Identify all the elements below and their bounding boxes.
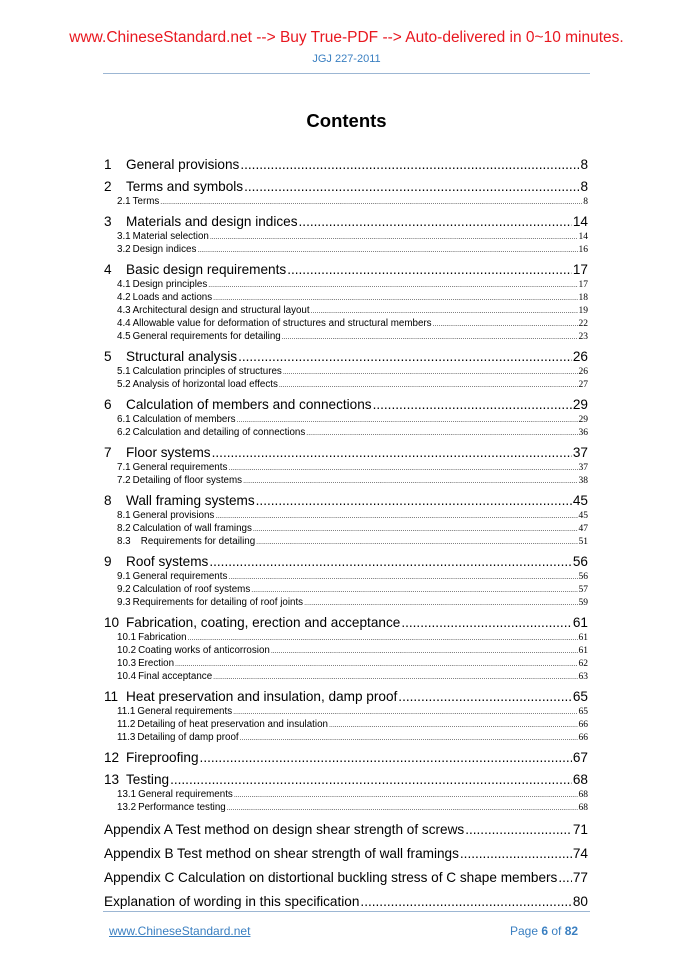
toc-entry-label xyxy=(117,196,159,208)
toc-entry-number: 5 xyxy=(104,349,112,364)
dot-leader xyxy=(299,214,572,230)
toc-entry-title: Roof systems xyxy=(126,554,209,569)
toc-appendix-entry[interactable] xyxy=(104,839,588,862)
total-pages: 82 xyxy=(564,924,579,938)
toc-page-number: 56 xyxy=(572,554,588,569)
toc-entry-number: 3 xyxy=(104,214,112,229)
toc-entry-label xyxy=(104,615,400,631)
dot-leader xyxy=(558,870,572,886)
toc-entry-label xyxy=(117,571,227,583)
toc-page-number: 66 xyxy=(578,720,588,730)
toc-entry-number: 4.4 xyxy=(117,318,131,329)
toc-entry[interactable] xyxy=(104,175,588,195)
toc-page-number: 68 xyxy=(578,803,588,813)
toc-entry-title: Terms xyxy=(132,196,160,207)
toc-entry-number: 4.5 xyxy=(117,331,131,342)
toc-subentry[interactable] xyxy=(104,657,588,670)
toc-page-number: 57 xyxy=(578,585,588,595)
toc-entry-number: 9.2 xyxy=(117,584,131,595)
toc-entry-number: 11 xyxy=(104,689,119,704)
toc-subentry[interactable] xyxy=(104,426,588,439)
toc-entry-title: Appendix B Test method on shear strength of wall framings xyxy=(104,846,459,861)
toc-entry-number: 11.3 xyxy=(117,732,136,743)
toc-appendix-entry[interactable] xyxy=(104,815,588,838)
toc-subentry[interactable] xyxy=(104,522,588,535)
toc-entry-title: Detailing of floor systems xyxy=(132,475,243,486)
toc-subentry[interactable] xyxy=(104,413,588,426)
toc-entry-label xyxy=(117,597,303,609)
toc-entry-number: 6.1 xyxy=(117,414,131,425)
toc-entry-number: 11.2 xyxy=(117,719,136,730)
toc-entry-number: 8.2 xyxy=(117,523,131,534)
dot-leader xyxy=(228,573,577,583)
toc-page-number: 56 xyxy=(578,572,588,582)
toc-page-number: 71 xyxy=(572,822,588,837)
toc-entry-title: General provisions xyxy=(132,510,215,521)
toc-page-number: 27 xyxy=(578,380,588,390)
toc-entry-label xyxy=(117,645,270,657)
toc-entry-label xyxy=(117,292,212,304)
toc-subentry[interactable] xyxy=(104,243,588,256)
toc-entry-number: 4 xyxy=(104,262,112,277)
toc-subentry[interactable] xyxy=(104,631,588,644)
toc-entry-title: Detailing of heat preservation and insulation xyxy=(137,719,328,730)
dot-leader xyxy=(283,368,578,378)
toc-entry-title: Materials and design indices xyxy=(126,214,298,229)
toc-entry-label xyxy=(104,157,239,173)
toc-entry-number: 2.1 xyxy=(117,196,131,207)
toc-entry[interactable] xyxy=(104,345,588,365)
toc-entry-number: 8 xyxy=(104,493,112,508)
dot-leader xyxy=(329,721,578,731)
toc-entry-label xyxy=(117,318,432,330)
toc-page-number: 22 xyxy=(578,319,588,329)
toc-entry-title: Design indices xyxy=(132,244,197,255)
toc-entry-title: Requirements for detailing of roof joints xyxy=(132,597,304,608)
toc-entry-label xyxy=(117,706,232,718)
dot-leader xyxy=(233,708,577,718)
toc-entry-number: 7.1 xyxy=(117,462,131,473)
toc-page-number: 37 xyxy=(578,463,588,473)
dot-leader xyxy=(279,381,578,391)
toc-entry-number: 10.1 xyxy=(117,632,137,643)
toc-page-number: 37 xyxy=(572,445,588,460)
toc-entry-title: Appendix A Test method on design shear strength of screws xyxy=(104,822,465,837)
toc-page-number: 47 xyxy=(578,524,588,534)
toc-entry-title: Architectural design and structural layout xyxy=(132,305,310,316)
toc-page-number: 45 xyxy=(578,511,588,521)
toc-entry-label xyxy=(117,379,278,391)
toc-entry-title: Calculation of members xyxy=(132,414,236,425)
toc-entry-title: Fireproofing xyxy=(126,750,199,765)
toc-entry-label xyxy=(117,475,242,487)
toc-entry-label xyxy=(117,331,281,343)
toc-subentry[interactable] xyxy=(104,535,588,548)
dot-leader xyxy=(282,333,578,343)
toc-entry-label xyxy=(117,366,282,378)
toc-entry-label xyxy=(117,462,227,474)
toc-page-number: 74 xyxy=(572,846,588,861)
toc-entry-title: Structural analysis xyxy=(126,349,238,364)
dot-leader xyxy=(460,846,572,862)
toc-subentry[interactable] xyxy=(104,195,588,208)
dot-leader xyxy=(200,750,572,766)
dot-leader xyxy=(238,349,572,365)
toc-entry-number: 13.1 xyxy=(117,789,137,800)
dot-leader xyxy=(253,525,578,535)
footer-website-link[interactable]: www.ChineseStandard.net xyxy=(109,924,251,938)
toc-entry-label xyxy=(104,397,372,413)
toc-entry-title: Basic design requirements xyxy=(126,262,287,277)
toc-page-number: 17 xyxy=(572,262,588,277)
toc-subentry[interactable] xyxy=(104,670,588,683)
toc-entry-number: 10.3 xyxy=(117,658,137,669)
toc-page-number: 59 xyxy=(578,598,588,608)
toc-entry-label xyxy=(104,349,237,365)
toc-entry-label xyxy=(104,554,208,570)
toc-entry-label xyxy=(104,493,255,509)
dot-leader xyxy=(311,307,578,317)
toc-entry-number: 3.1 xyxy=(117,231,131,242)
toc-entry-label xyxy=(104,772,169,788)
toc-subentry[interactable] xyxy=(104,378,588,391)
toc-entry-title: Material selection xyxy=(132,231,209,242)
toc-entry-number: 13 xyxy=(104,772,120,787)
page-indicator: Page 6 of 82 xyxy=(510,924,579,938)
toc-page-number: 29 xyxy=(572,397,588,412)
toc-entry-label xyxy=(104,262,286,278)
toc-entry-number: 4.2 xyxy=(117,292,131,303)
toc-entry-title: Final acceptance xyxy=(138,671,213,682)
toc-entry-title: Requirements for detailing xyxy=(132,536,256,547)
toc-page-number: 17 xyxy=(578,280,588,290)
toc-entry-title: Erection xyxy=(138,658,175,669)
toc-entry-label xyxy=(117,658,174,670)
toc-subentry[interactable] xyxy=(104,365,588,378)
toc-entry-title: General requirements xyxy=(132,462,228,473)
toc-entry-label xyxy=(117,536,255,548)
toc-entry-title: Wall framing systems xyxy=(126,493,255,508)
toc-entry-title: Performance testing xyxy=(138,802,226,813)
toc-page-number: 63 xyxy=(578,672,588,682)
toc-entry[interactable] xyxy=(104,441,588,461)
toc-page-number: 68 xyxy=(578,790,588,800)
table-of-contents xyxy=(104,151,588,910)
dot-leader xyxy=(209,554,572,570)
toc-page-number: 77 xyxy=(572,870,588,885)
toc-subentry[interactable] xyxy=(104,788,588,801)
toc-entry-number: 6 xyxy=(104,397,112,412)
toc-entry[interactable] xyxy=(104,393,588,413)
toc-subentry[interactable] xyxy=(104,509,588,522)
toc-entry-label xyxy=(104,750,199,766)
toc-entry-number: 9 xyxy=(104,554,112,569)
toc-entry-label xyxy=(117,414,236,426)
dot-leader xyxy=(287,262,572,278)
toc-entry-label xyxy=(117,244,196,256)
dot-leader xyxy=(244,179,579,195)
toc-page-number: 51 xyxy=(578,537,588,547)
toc-page-number: 38 xyxy=(578,476,588,486)
toc-entry-title: Terms and symbols xyxy=(126,179,244,194)
toc-appendix-entry[interactable] xyxy=(104,863,588,886)
toc-subentry[interactable] xyxy=(104,330,588,343)
toc-entry-label xyxy=(104,445,211,461)
toc-subentry[interactable] xyxy=(104,317,588,330)
toc-entry-label xyxy=(104,214,298,230)
toc-entry-label xyxy=(104,846,459,862)
toc-page-number: 68 xyxy=(572,772,588,787)
toc-entry-label xyxy=(117,305,310,317)
toc-entry-label xyxy=(104,179,243,195)
toc-entry-title: Calculation and detailing of connections xyxy=(132,427,306,438)
toc-entry-label xyxy=(117,671,212,683)
toc-entry-label xyxy=(104,822,464,838)
dot-leader xyxy=(398,689,572,705)
toc-subentry[interactable] xyxy=(104,461,588,474)
toc-page-number: 29 xyxy=(578,415,588,425)
toc-entry[interactable] xyxy=(104,768,588,788)
toc-subentry[interactable] xyxy=(104,278,588,291)
toc-subentry[interactable] xyxy=(104,583,588,596)
dot-leader xyxy=(213,294,577,304)
dot-leader xyxy=(234,791,578,801)
toc-page-number: 67 xyxy=(572,750,588,765)
dot-leader xyxy=(256,538,577,548)
toc-page-number: 80 xyxy=(572,894,588,909)
dot-leader xyxy=(306,429,577,439)
dot-leader xyxy=(208,281,577,291)
dot-leader xyxy=(160,198,582,208)
toc-page-number: 65 xyxy=(572,689,588,704)
toc-entry-label xyxy=(104,870,557,886)
toc-subentry[interactable] xyxy=(104,731,588,744)
toc-entry[interactable] xyxy=(104,489,588,509)
toc-entry-title: Heat preservation and insulation, damp proof xyxy=(126,689,398,704)
toc-entry-title: General provisions xyxy=(126,157,240,172)
dot-leader xyxy=(401,615,572,631)
toc-entry[interactable] xyxy=(104,550,588,570)
toc-page-number: 61 xyxy=(578,633,588,643)
toc-entry-title: General requirements xyxy=(132,571,228,582)
toc-entry-title: Appendix C Calculation on distortional buckling stress of C shape members xyxy=(104,870,558,885)
toc-page-number: 66 xyxy=(578,733,588,743)
toc-entry-label xyxy=(117,510,214,522)
toc-page-number: 14 xyxy=(572,214,588,229)
toc-entry-number: 10.2 xyxy=(117,645,137,656)
toc-subentry[interactable] xyxy=(104,644,588,657)
toc-entry-title: Testing xyxy=(126,772,170,787)
toc-entry-number: 1 xyxy=(104,157,112,172)
toc-subentry[interactable] xyxy=(104,596,588,609)
dot-leader xyxy=(304,599,577,609)
toc-entry-number: 10 xyxy=(104,615,120,630)
toc-page-number: 26 xyxy=(572,349,588,364)
toc-entry[interactable] xyxy=(104,153,588,173)
toc-entry-label xyxy=(117,632,187,644)
toc-entry-label xyxy=(104,894,359,910)
dot-leader xyxy=(256,493,572,509)
promo-banner[interactable]: www.ChineseStandard.net --> Buy True-PDF --> Auto-delivered in 0~10 minutes. xyxy=(69,29,624,46)
toc-entry-title: Design principles xyxy=(132,279,208,290)
toc-subentry[interactable] xyxy=(104,570,588,583)
toc-entry-title: Floor systems xyxy=(126,445,211,460)
toc-entry-title: Loads and actions xyxy=(132,292,213,303)
header-divider xyxy=(103,73,590,74)
toc-entry-title: Calculation of members and connections xyxy=(126,397,372,412)
toc-appendix-entry[interactable] xyxy=(104,887,588,910)
dot-leader xyxy=(240,734,578,744)
dot-leader xyxy=(433,320,578,330)
dot-leader xyxy=(210,233,578,243)
toc-entry-title: Fabrication xyxy=(138,632,187,643)
toc-entry-number: 12 xyxy=(104,750,120,765)
toc-entry-label xyxy=(117,802,226,814)
toc-entry-number: 4.3 xyxy=(117,305,131,316)
toc-entry-number: 11.1 xyxy=(117,706,136,717)
toc-page-number: 62 xyxy=(578,659,588,669)
dot-leader xyxy=(251,586,577,596)
dot-leader xyxy=(271,647,578,657)
toc-entry-title: Explanation of wording in this specification xyxy=(104,894,360,909)
toc-subentry[interactable] xyxy=(104,718,588,731)
toc-page-number: 61 xyxy=(578,646,588,656)
toc-entry[interactable] xyxy=(104,611,588,631)
toc-entry-label xyxy=(104,689,397,705)
footer-divider xyxy=(103,911,590,912)
toc-page-number: 36 xyxy=(578,428,588,438)
toc-entry-number: 9.3 xyxy=(117,597,131,608)
toc-entry-label xyxy=(117,584,250,596)
toc-entry-number: 13.2 xyxy=(117,802,137,813)
dot-leader xyxy=(215,512,577,522)
toc-entry-title: Coating works of anticorrosion xyxy=(138,645,270,656)
toc-entry-number: 7 xyxy=(104,445,112,460)
toc-subentry[interactable] xyxy=(104,705,588,718)
toc-subentry[interactable] xyxy=(104,304,588,317)
toc-entry-number: 2 xyxy=(104,179,112,194)
toc-entry-title: General requirements xyxy=(137,706,233,717)
dot-leader xyxy=(213,673,577,683)
toc-page-number: 45 xyxy=(572,493,588,508)
toc-entry[interactable] xyxy=(104,210,588,230)
toc-page-number: 18 xyxy=(578,293,588,303)
page-title: Contents xyxy=(306,110,387,131)
dot-leader xyxy=(360,894,571,910)
toc-entry[interactable] xyxy=(104,746,588,766)
toc-page-number: 19 xyxy=(578,306,588,316)
toc-entry-label xyxy=(117,279,207,291)
toc-page-number: 23 xyxy=(578,332,588,342)
dot-leader xyxy=(237,416,578,426)
toc-entry-title: General requirements for detailing xyxy=(132,331,281,342)
toc-entry-label xyxy=(117,732,239,744)
dot-leader xyxy=(212,445,572,461)
toc-entry-title: General requirements xyxy=(138,789,233,800)
toc-entry-label xyxy=(117,719,328,731)
toc-entry-title: Calculation principles of structures xyxy=(132,366,282,377)
toc-subentry[interactable] xyxy=(104,230,588,243)
toc-entry-number: 6.2 xyxy=(117,427,131,438)
toc-page-number: 8 xyxy=(580,157,588,172)
toc-page-number: 61 xyxy=(572,615,588,630)
toc-entry-number: 10.4 xyxy=(117,671,137,682)
dot-leader xyxy=(197,246,577,256)
dot-leader xyxy=(465,822,572,838)
toc-entry-number: 7.2 xyxy=(117,475,131,486)
dot-leader xyxy=(373,397,572,413)
toc-entry-number: 9.1 xyxy=(117,571,131,582)
toc-page-number: 26 xyxy=(578,367,588,377)
dot-leader xyxy=(227,804,578,814)
toc-entry[interactable] xyxy=(104,258,588,278)
dot-leader xyxy=(175,660,577,670)
toc-entry[interactable] xyxy=(104,685,588,705)
document-code: JGJ 227-2011 xyxy=(312,53,381,65)
toc-entry-title: Allowable value for deformation of structures and structural members xyxy=(132,318,432,329)
toc-entry-label xyxy=(117,231,209,243)
dot-leader xyxy=(243,477,577,487)
current-page-number: 6 xyxy=(541,924,549,938)
toc-entry-title: Fabrication, coating, erection and acceptance xyxy=(126,615,401,630)
dot-leader xyxy=(240,157,579,173)
dot-leader xyxy=(170,772,572,788)
toc-entry-number: 8.1 xyxy=(117,510,131,521)
toc-entry-label xyxy=(117,523,252,535)
toc-entry-number: 8.3 xyxy=(117,536,131,547)
toc-entry-number: 4.1 xyxy=(117,279,131,290)
toc-page-number: 65 xyxy=(578,707,588,717)
toc-page-number: 8 xyxy=(583,197,588,207)
dot-leader xyxy=(228,464,577,474)
dot-leader xyxy=(188,634,578,644)
toc-entry-label xyxy=(117,789,233,801)
toc-page-number: 14 xyxy=(578,232,588,242)
toc-entry-label xyxy=(117,427,305,439)
toc-page-number: 8 xyxy=(580,179,588,194)
toc-subentry[interactable] xyxy=(104,291,588,304)
toc-entry-title: Calculation of wall framings xyxy=(132,523,252,534)
toc-page-number: 16 xyxy=(578,245,588,255)
toc-entry-title: Detailing of damp proof xyxy=(137,732,239,743)
toc-subentry[interactable] xyxy=(104,801,588,814)
toc-entry-title: Analysis of horizontal load effects xyxy=(132,379,278,390)
toc-entry-number: 3.2 xyxy=(117,244,131,255)
toc-entry-number: 5.2 xyxy=(117,379,131,390)
toc-entry-title: Calculation of roof systems xyxy=(132,584,251,595)
toc-entry-number: 5.1 xyxy=(117,366,131,377)
toc-subentry[interactable] xyxy=(104,474,588,487)
